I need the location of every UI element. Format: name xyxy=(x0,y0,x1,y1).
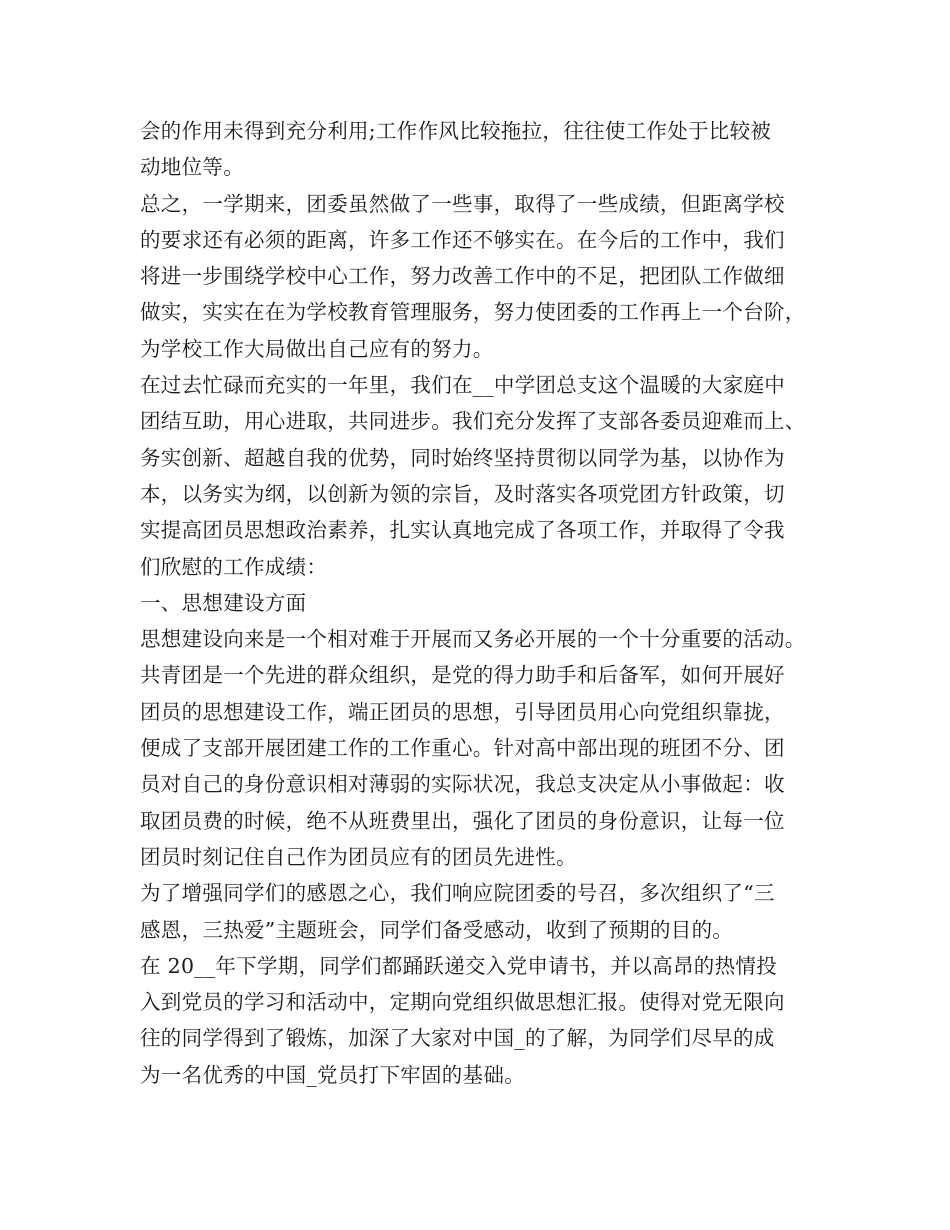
text-line: 便成了支部开展团建工作的工作重心。针对高中部出现的班团不分、团 xyxy=(140,736,785,761)
text-line: 为了增强同学们的感恩之心，我们响应院团委的号召，多次组织了“三 xyxy=(140,881,775,906)
text-line: 员对自己的身份意识相对薄弱的实际状况，我总支决定从小事做起：收 xyxy=(140,772,785,797)
text-line: 将进一步围绕学校中心工作，努力改善工作中的不足，把团队工作做细 xyxy=(140,264,785,289)
document-body xyxy=(140,113,830,1093)
text-line: 共青团是一个先进的群众组织，是党的得力助手和后备军，如何开展好 xyxy=(140,663,785,688)
text-line: 取团员费的时候，绝不从班费里出，强化了团员的身份意识，让每一位 xyxy=(140,808,785,833)
section-heading: 一、思想建设方面 xyxy=(140,590,307,615)
text-line: 们欣慰的工作成绩： xyxy=(140,554,328,579)
text-line: 思想建设向来是一个相对难于开展而又务必开展的一个十分重要的活动。 xyxy=(140,627,806,652)
text-line: 实提高团员思想政治素养，扎实认真地完成了各项工作，并取得了令我 xyxy=(140,518,785,543)
text-line: 本，以务实为纲，以创新为领的宗旨，及时落实各项党团方针政策，切 xyxy=(140,481,785,506)
text-line: 团员的思想建设工作，端正团员的思想，引导团员用心向党组织靠拢， xyxy=(140,699,785,724)
text-line: 在过去忙碌而充实的一年里，我们在__中学团总支这个温暖的大家庭中 xyxy=(140,373,786,398)
text-line: 为学校工作大局做出自己应有的努力。 xyxy=(140,336,494,361)
text-line: 感恩，三热爱”主题班会，同学们备受感动，收到了预期的目的。 xyxy=(140,917,734,942)
text-line: 做实，实实在在为学校教育管理服务，努力使团委的工作再上一个台阶， xyxy=(140,300,806,325)
text-line: 在 20__年下学期，同学们都踊跃递交入党申请书，并以高昂的热情投 xyxy=(140,953,777,978)
text-line: 为一名优秀的中国_党员打下牢固的基础。 xyxy=(140,1062,525,1087)
text-line: 团员时刻记住自己作为团员应有的团员先进性。 xyxy=(140,844,577,869)
text-line: 的要求还有必须的距离，许多工作还不够实在。在今后的工作中，我们 xyxy=(140,227,785,252)
text-line: 动地位等。 xyxy=(140,155,244,180)
text-line: 会的作用未得到充分利用;工作作风比较拖拉，往往使工作处于比较被 xyxy=(140,119,772,143)
text-line: 入到党员的学习和活动中，定期向党组织做思想汇报。使得对党无限向 xyxy=(140,990,785,1015)
text-line: 往的同学得到了锻炼，加深了大家对中国_的了解，为同学们尽早的成 xyxy=(140,1026,775,1051)
text-line: 务实创新、超越自我的优势，同时始终坚持贯彻以同学为基，以协作为 xyxy=(140,445,785,470)
text-line: 团结互助，用心进取，共同进步。我们充分发挥了支部各委员迎难而上、 xyxy=(140,409,806,434)
text-line: 总之，一学期来，团委虽然做了一些事，取得了一些成绩，但距离学校 xyxy=(140,191,785,216)
